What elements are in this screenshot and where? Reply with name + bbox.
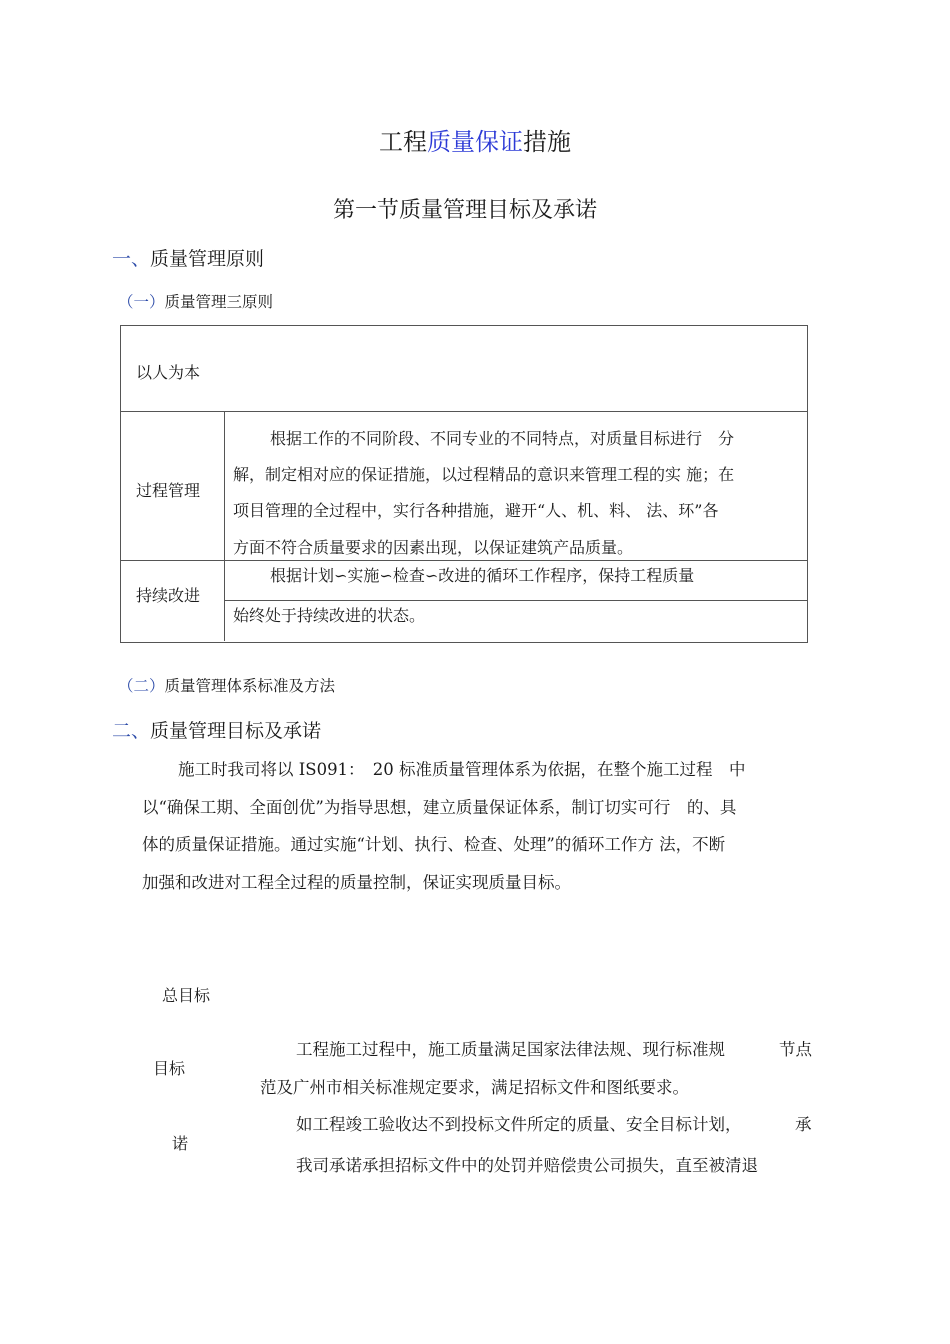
- document-title: [0, 122, 950, 157]
- paragraph-line: 以“确保工期、全面创优”为指导思想，建立质量保证体系，制订切实可行 的、具: [142, 798, 737, 817]
- paragraph-line: 体的质量保证措施。通过实施“计划、执行、检查、处理”的循环工作方 法，不断: [142, 835, 726, 854]
- table-cell-process-line: 项目管理的全过程中，实行各种措施，避开“人、机、料、 法、环”各: [233, 501, 719, 520]
- table-cell-improvement-line: 根据计划∽实施∽检查∽改进的循环工作程序，保持工程质量: [270, 566, 695, 585]
- table-cell-process-line: 方面不符合质量要求的因素出现，以保证建筑产品质量。: [233, 538, 634, 557]
- title-suffix: 措施: [523, 128, 571, 156]
- subheading-three-principles: [118, 290, 273, 312]
- subheading-number: （二）: [118, 677, 165, 695]
- goal-text-line: 工程施工过程中，施工质量满足国家法律法规、现行标准规: [296, 1040, 725, 1059]
- table-cell-improvement-label: 持续改进: [136, 586, 201, 605]
- table-cell-process-line: 根据工作的不同阶段、不同专业的不同特点，对质量目标进行 分: [270, 429, 735, 448]
- table-cell-process-label: 过程管理: [136, 481, 201, 500]
- table-cell-improvement-line: 始终处于持续改进的状态。: [233, 606, 426, 625]
- heading-number: 一、: [112, 248, 151, 270]
- promise-side-text: 承: [795, 1115, 812, 1134]
- section-title: 第一节质量管理目标及承诺: [332, 198, 597, 223]
- goal-label: 目标: [153, 1059, 186, 1078]
- promise-label: 诺: [172, 1134, 189, 1153]
- paragraph-line: 施工时我司将以 IS091： 20 标准质量管理体系为依据，在整个施工过程 中: [178, 760, 746, 779]
- heading-text: 质量管理原则: [150, 248, 265, 270]
- title-highlight: 质量保证: [427, 128, 523, 156]
- subheading-text: 质量管理三原则: [164, 293, 274, 311]
- subheading-system-standards: [118, 674, 335, 696]
- subheading-number: （一）: [118, 293, 165, 311]
- promise-text-line: 如工程竣工验收达不到投标文件所定的质量、安全目标计划，: [296, 1115, 742, 1134]
- heading-number: 二、: [112, 720, 151, 742]
- goal-text-line: 范及广州市相关标准规定要求，满足招标文件和图纸要求。: [260, 1078, 689, 1097]
- table-cell-process-line: 解，制定相对应的保证措施，以过程精品的意识来管理工程的实 施；在: [233, 465, 735, 484]
- promise-text-line: 我司承诺承担招标文件中的处罚并赔偿贵公司损失，直至被清退: [296, 1156, 758, 1175]
- heading-quality-principles: [112, 244, 264, 271]
- heading-goals-promise: [112, 716, 321, 743]
- goal-side-text: 节点: [779, 1040, 812, 1059]
- paragraph-line: 加强和改进对工程全过程的质量控制，保证实现质量目标。: [142, 873, 571, 892]
- subheading-text: 质量管理体系标准及方法: [164, 677, 336, 695]
- table-cell-people-first: 以人为本: [136, 363, 201, 382]
- title-prefix: 工程: [379, 128, 427, 156]
- table-column-divider: [224, 411, 225, 641]
- total-goal-label: 总目标: [162, 986, 211, 1005]
- table-inner-divider: [224, 600, 808, 601]
- heading-text: 质量管理目标及承诺: [150, 720, 322, 742]
